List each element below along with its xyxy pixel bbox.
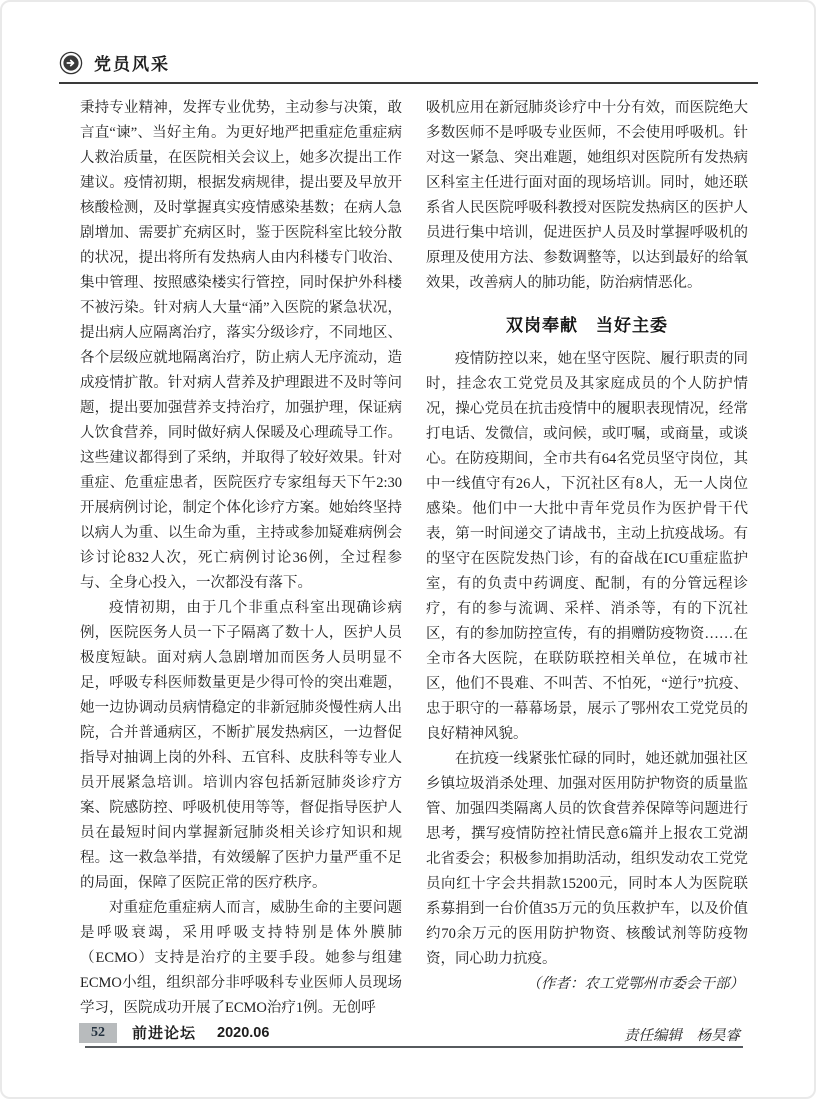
section-label: 党员风采 [94, 55, 170, 74]
journal-name: 前进论坛 [132, 1025, 197, 1042]
paragraph-continuation: 吸机应用在新冠肺炎诊疗中十分有效，而医院绝大多数医师不是呼吸专业医师，不会使用呼吸机。针对这一紧急、突出难题，她组织对医院所有发热病区科室主任进行面对面的现场培训。同时，她还联系省人民医院呼吸科教授对医院发热病区的医护人员进行集中培训，促进医护人员及时掌握呼吸机的原理及使用方法、参数调整等，以达到最好的给氧效果，改善病人的肺功能，防治病情恶化。 [426, 100, 748, 291]
author-line: （作者：农工党鄂州市委会干部） [526, 976, 744, 992]
paragraph: 在抗疫一线紧张忙碌的同时，她还就加强社区乡镇垃圾消杀处理、加强对医用防护物资的质量监管、加强四类隔离人员的饮食营养保障等问题进行思考，撰写疫情防控社情民意6篇并上报农工党湖北省委会；积极参加捐助活动，组织发动农工党党员向红十字会共捐款15200元，同时本人为医院联系募捐到一台价值35万元的负压救护车，以及价值约70余万元的医用防护物资、核酸试剂等防疫物资，同心助力抗疫。 [426, 751, 748, 967]
arrow-right-circle-icon [59, 51, 83, 75]
paragraph: 疫情初期，由于几个非重点科室出现确诊病例，医院医务人员一下子隔离了数十人，医护人员极度短缺。面对病人急剧增加而医务人员明显不足，呼吸专科医师数量更是少得可怜的突出难题，她一边协调动员病情稳定的非新冠肺炎慢性病人出院，合并普通病区，不断扩展发热病区，一边督促指导对抽调上岗的外科、五官科、皮肤科等专业人员开展紧急培训。培训内容包括新冠肺炎诊疗方案、院感防控、呼吸机使用等等，督促指导医护人员在最短时间内掌握新冠肺炎相关诊疗知识和规程。这一救急举措，有效缓解了医护力量严重不足的局面，保障了医院正常的医疗秩序。 [80, 600, 402, 891]
right-column [426, 96, 748, 1049]
section-heading: 双岗奉献 当好主委 [506, 316, 668, 335]
paragraph: 疫情防控以来，她在坚守医院、履行职责的同时，挂念农工党党员及其家庭成员的个人防护情况，操心党员在抗击疫情中的履职表现情况，经常打电话、发微信，或问候，或叮嘱，或商量，或谈心。在防疫期间，全市共有64名党员坚守岗位，其中一线值守有26人，下沉社区有8人，无一人岗位感染。他们中一大批中青年党员作为医护骨干代表，第一时间递交了请战书，主动上抗疫战场。有的坚守在医院发热门诊，有的奋战在ICU重症监护室，有的负责中药调度、配制，有的分管远程诊疗，有的参与流调、采样、消杀等，有的下沉社区，有的参加防控宣传，有的捐赠防疫物资……在全市各大医院，在联防联控相关单位，在城市社区，他们不畏难、不叫苦、不怕死，“逆行”抗疫、忠于职守的一幕幕场景，展示了鄂州农工党党员的良好精神风貌。 [426, 351, 748, 742]
paragraph-continuation: 秉持专业精神，发挥专业优势，主动参与决策，敢言直“谏”、当好主角。为更好地严把重症危重症病人救治质量，在医院相关会议上，她多次提出工作建议。疫情初期，根据发病规律，提出要及早放开核酸检测，及时掌握真实疫情感染基数；在病人急剧增加、需要扩充病区时，鉴于医院科室比较分散的状况，提出将所有发热病人由内科楼专门收治、集中管理、按照感染楼实行管控，同时保护外科楼不被污染。针对病人大量“涌”入医院的紧急状况，提出病人应隔离治疗，落实分级诊疗，不同地区、各个层级应就地隔离治疗，防止病人无序流动，造成疫情扩散。针对病人营养及护理跟进不及时等问题，提出要加强营养支持治疗，加强护理，保证病人饮食营养，同时做好病人保暖及心理疏导工作。这些建议都得到了采纳，并取得了较好效果。针对重症、危重症患者，医院医疗专家组每天下午2:30开展病例讨论，制定个体化诊疗方案。她始终坚持以病人为重、以生命为重，主持或参加疑难病例会诊讨论832人次，死亡病例讨论36例，全过程参与、全身心投入，一次都没有落下。 [80, 100, 402, 591]
page-footer [85, 1022, 743, 1048]
paragraph: 对重症危重症病人而言，威胁生命的主要问题是呼吸衰竭，采用呼吸支持特别是体外膜肺（ECMO）支持是治疗的主要手段。她参与组建ECMO小组，组织部分非呼吸科专业医师人员现场学习，医院成功开展了ECMO治疗1例。无创呼 [80, 900, 402, 1016]
article-body [80, 96, 748, 1049]
editor-line: 责任编辑 杨昊睿 [624, 1028, 740, 1044]
left-column [80, 96, 402, 1049]
page-number: 52 [79, 1023, 117, 1043]
issue-number: 2020.06 [217, 1024, 270, 1041]
page-header [59, 50, 758, 84]
